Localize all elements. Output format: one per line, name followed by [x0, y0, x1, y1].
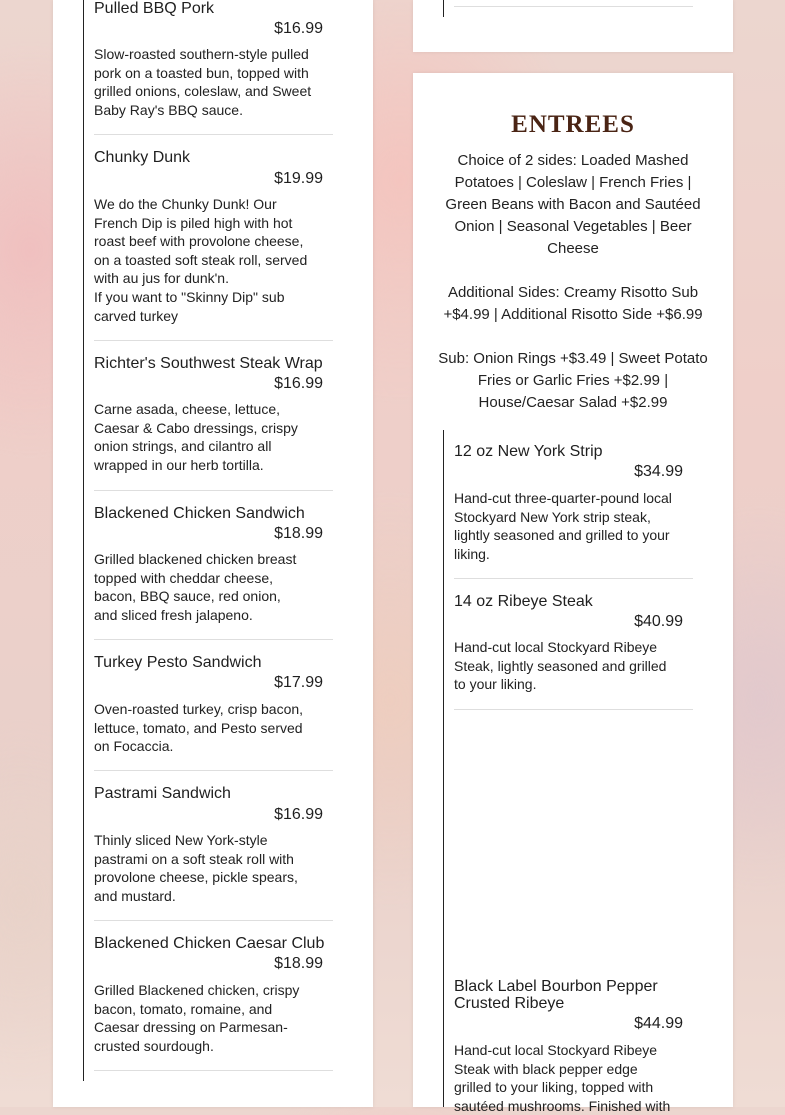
- previous-section-panel: [413, 0, 733, 52]
- item-description: Oven-roasted turkey, crisp bacon, lettuce, tomato, and Pesto served on Focaccia.: [94, 701, 304, 755]
- item-description: Grilled Blackened chicken, crispy bacon, tomato, romaine, and Caesar dressing on Parmesan-crusted sourdough.: [94, 982, 300, 1054]
- item-name: Blackened Chicken Caesar Club: [94, 935, 325, 952]
- divider: [94, 920, 333, 921]
- item-name: 14 oz Ribeye Steak: [454, 593, 593, 610]
- item-price: $34.99: [634, 463, 683, 480]
- item-name: Turkey Pesto Sandwich: [94, 654, 262, 671]
- sides-note: Choice of 2 sides: Loaded Mashed Potatoes | Coleslaw | French Fries | Green Beans with Bacon and Sautéed Onion | Seasonal Vegetables | Beer Cheese: [445, 152, 701, 257]
- item-price: $18.99: [274, 525, 323, 542]
- item-name: Blackened Chicken Sandwich: [94, 505, 305, 522]
- section-title: ENTREES: [511, 111, 635, 138]
- divider: [94, 340, 333, 341]
- divider: [94, 639, 333, 640]
- divider: [454, 6, 693, 7]
- additional-sides-note: Additional Sides: Creamy Risotto Sub +$4.99 | Additional Risotto Side +$6.99: [443, 284, 703, 323]
- divider: [94, 490, 333, 491]
- item-price: $16.99: [274, 375, 323, 392]
- item-description: Hand-cut local Stockyard Ribeye Steak, lightly seasoned and grilled to your liking.: [454, 639, 667, 693]
- item-name: Black Label Bourbon Pepper Crusted Ribeye: [454, 978, 658, 1012]
- item-name: Pastrami Sandwich: [94, 785, 231, 802]
- right-top-list-border: [443, 0, 444, 17]
- divider: [454, 709, 693, 710]
- item-description: Carne asada, cheese, lettuce, Caesar & Cabo dressings, crispy onion strings, and cilantro all wrapped in our herb tortilla.: [94, 401, 298, 473]
- divider: [94, 1070, 333, 1071]
- item-description: We do the Chunky Dunk! Our French Dip is piled high with hot roast beef with provolone cheese, on a toasted soft steak roll, served with au jus for dunk'n. If you want to "Skinny Dip" sub carved turkey: [94, 196, 308, 324]
- item-price: $40.99: [634, 613, 683, 630]
- divider: [94, 134, 333, 135]
- item-price: $17.99: [274, 674, 323, 691]
- item-price: $18.99: [274, 955, 323, 972]
- item-name: 12 oz New York Strip: [454, 443, 603, 460]
- item-name: Chunky Dunk: [94, 149, 191, 166]
- divider: [94, 770, 333, 771]
- item-description: Grilled blackened chicken breast topped with cheddar cheese, bacon, BBQ sauce, red onion, and sliced fresh jalapeno.: [94, 551, 297, 623]
- item-price: $16.99: [274, 20, 323, 37]
- item-description: Slow-roasted southern-style pulled pork on a toasted bun, topped with grilled onions, coleslaw, and Sweet Baby Ray's BBQ sauce.: [94, 46, 312, 118]
- item-name: Pulled BBQ Pork: [94, 0, 215, 17]
- substitutions-note: Sub: Onion Rings +$3.49 | Sweet Potato Fries or Garlic Fries +$2.99 | House/Caesar Salad +$2.99: [438, 350, 708, 411]
- item-description: Hand-cut local Stockyard Ribeye Steak with black pepper edge grilled to your liking, topped with sautéed mushrooms. Finished with: [454, 1042, 671, 1114]
- entrees-list-border: [443, 430, 444, 1107]
- item-price: $19.99: [274, 170, 323, 187]
- item-description: Thinly sliced New York-style pastrami on a soft steak roll with provolone cheese, pickle spears, and mustard.: [94, 832, 298, 904]
- divider: [454, 578, 693, 579]
- item-price: $16.99: [274, 806, 323, 823]
- item-name: Richter's Southwest Steak Wrap: [94, 355, 323, 372]
- left-list-border: [83, 0, 84, 1081]
- item-description: Hand-cut three-quarter-pound local Stockyard New York strip steak, lightly seasoned and grilled to your liking.: [454, 490, 672, 562]
- item-price: $44.99: [634, 1015, 683, 1032]
